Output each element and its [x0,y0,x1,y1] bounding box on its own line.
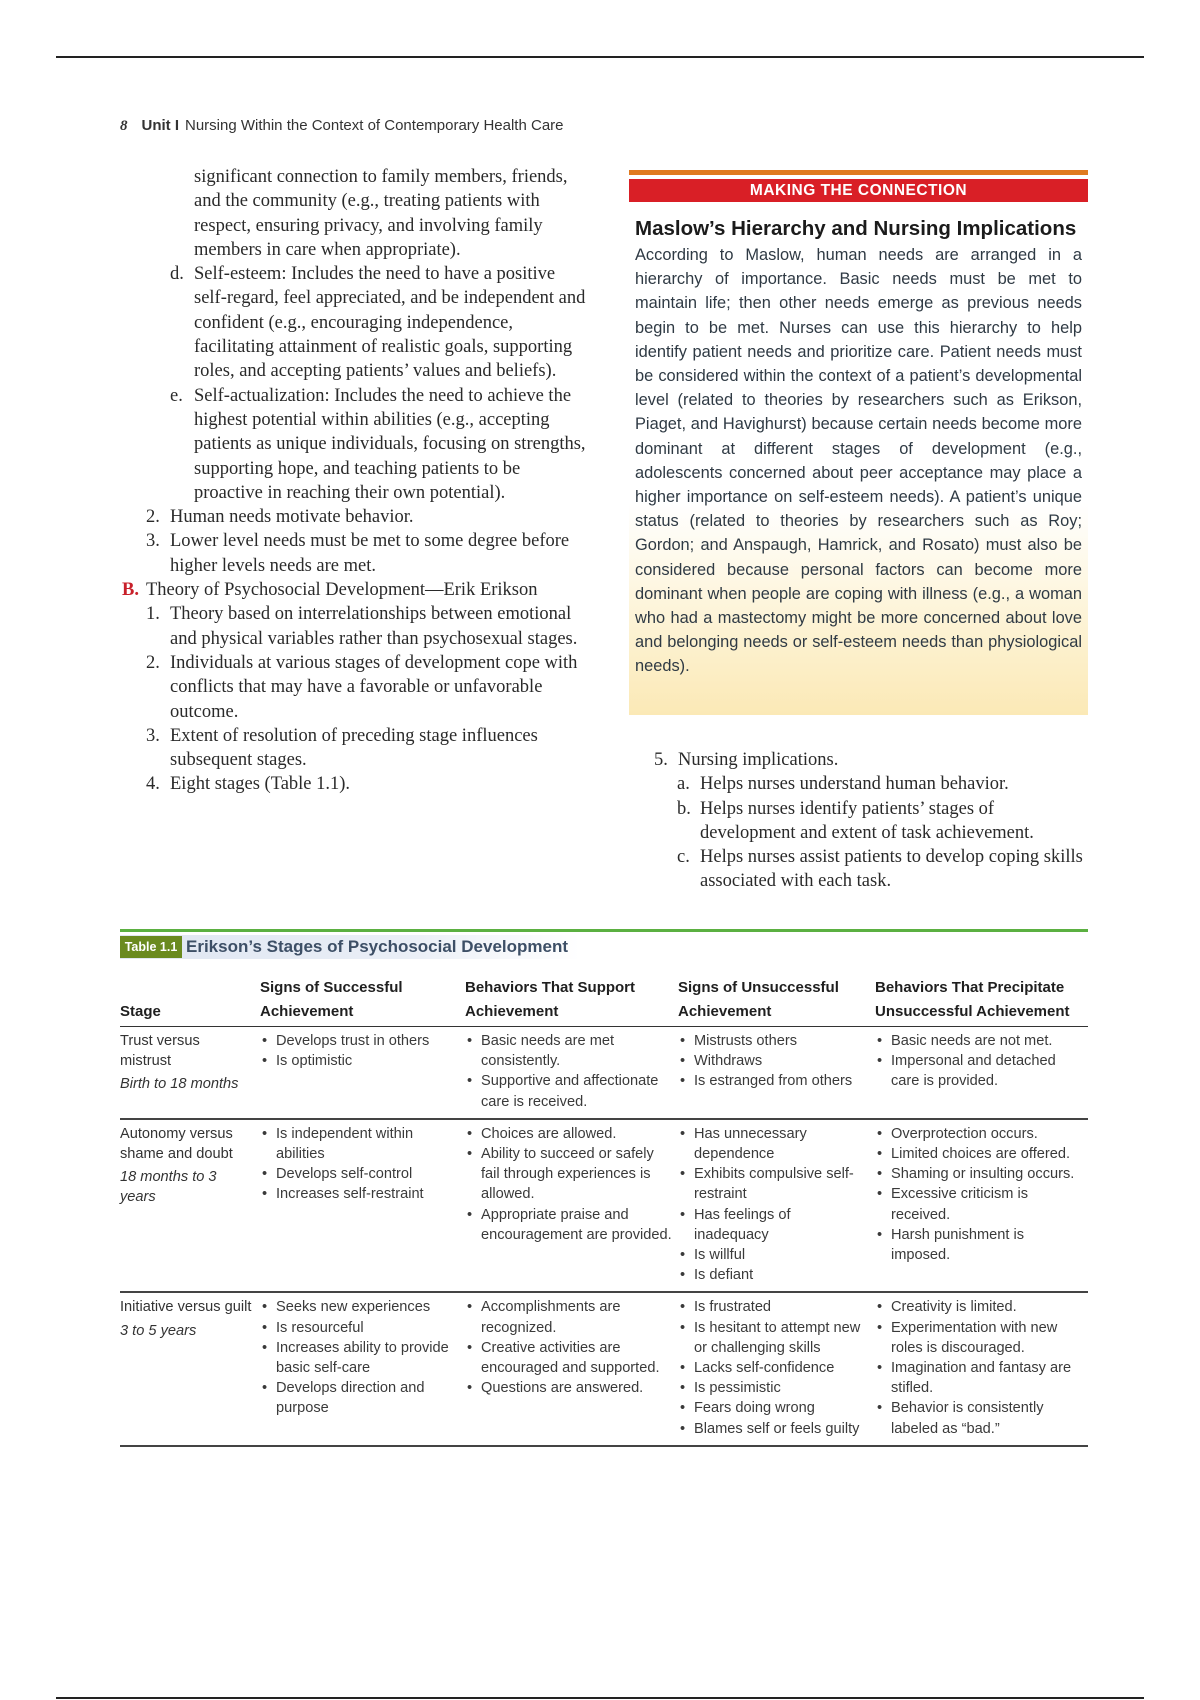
stage-cell [120,1027,260,1119]
col-header-support: Behaviors That Support Achievement [465,972,678,1027]
bullet-item: • Withdraws [678,1051,869,1071]
col-header-precipitate: Behaviors That Precipitate Unsuccessful Achievement [875,972,1088,1027]
bullet-item: • Imagination and fantasy are stifled. [875,1358,1082,1398]
bullet-item: • Is estranged from others [678,1071,869,1091]
bullet-item: • Is optimistic [260,1051,459,1071]
bullet-item: • Develops direction and purpose [260,1378,459,1418]
cell-c4 [875,1119,1088,1293]
item-text: Individuals at various stages of development cope with conflicts that may have a favorable or unfavorable outcome. [170,652,578,722]
cell-c2 [465,1027,678,1119]
item-text: Human needs motivate behavior. [170,507,414,528]
col-header-stage: Stage [120,972,260,1027]
bullet-item: • Questions are answered. [465,1378,672,1398]
item-a2 [120,505,586,529]
item-marker: c. [677,847,690,868]
item-text: Eight stages (Table 1.1). [170,774,351,795]
table-row [120,1292,1088,1445]
cell-c4 [875,1027,1088,1119]
bullet-item: • Creative activities are encouraged and supported. [465,1338,672,1378]
bullet-item: • Is independent within abilities [260,1124,459,1164]
bullet-item: • Behavior is consistently labeled as “bad.” [875,1398,1082,1438]
bullet-item: • Ability to succeed or safely fail through experiences is allowed. [465,1144,672,1205]
item-b1 [120,602,586,651]
bullet-list [260,1297,459,1418]
item-marker: 1. [146,604,160,625]
col-header-successful: Signs of Successful Achievement [260,972,465,1027]
item-text: Lower level needs must be met to some degree before higher levels needs are met. [170,531,570,576]
bullet-list [875,1297,1082,1438]
cell-c3 [678,1292,875,1445]
stage-cell [120,1119,260,1293]
item-marker: e. [170,385,183,406]
item-text: Extent of resolution of preceding stage influences subsequent stages. [170,725,538,771]
bullet-item: • Mistrusts others [678,1031,869,1051]
item-text: Theory based on interrelationships between emotional and physical variables rather than psychosexual stages. [170,604,578,649]
bullet-item: • Lacks self-confidence [678,1358,869,1378]
item-5b [654,797,1094,846]
bullet-list [678,1031,869,1092]
bullet-item: • Blames self or feels guilty [678,1419,869,1439]
stage-age: Birth to 18 months [120,1076,239,1093]
bullet-item: • Is willful [678,1245,869,1265]
bullet-list [678,1124,869,1286]
page-number: 8 [120,118,128,134]
item-text: Helps nurses assist patients to develop coping skills associated with each task. [700,847,1083,892]
bullet-item: • Is frustrated [678,1297,869,1317]
bullet-item: • Has feelings of inadequacy [678,1205,869,1245]
bullet-item: • Excessive criticism is received. [875,1184,1082,1224]
table-tag: Table 1.1 [120,936,182,958]
bullet-item: • Overprotection occurs. [875,1124,1082,1144]
bullet-item: • Seeks new experiences [260,1297,459,1317]
box-banner: MAKING THE CONNECTION [629,179,1088,202]
item-5-nursing-implications [654,748,1094,772]
running-head [120,117,564,135]
stage-age: 3 to 5 years [120,1322,197,1339]
bullet-item: • Is pessimistic [678,1378,869,1398]
item-text: Nursing implications. [678,750,839,770]
bullet-list [875,1031,1082,1092]
bullet-item: • Develops self-control [260,1164,459,1184]
erikson-table [120,972,1088,1447]
table-row [120,1119,1088,1293]
table-title: Erikson’s Stages of Psychosocial Development [186,937,569,956]
cell-c4 [875,1292,1088,1445]
bullet-list [875,1124,1082,1265]
cell-c1 [260,1027,465,1119]
cell-c1 [260,1119,465,1293]
stage-name: Initiative versus guilt [120,1299,252,1316]
item-a3 [120,529,586,578]
cell-c1 [260,1292,465,1445]
stage-name: Trust versus mistrust [120,1033,200,1070]
item-marker: 3. [146,531,160,552]
item-text: Helps nurses identify patients’ stages of development and extent of task achievement. [700,798,1034,843]
bullet-item: • Is defiant [678,1265,869,1285]
item-b3 [120,724,586,773]
col-header-unsuccessful: Signs of Unsuccessful Achievement [678,972,875,1027]
item-c-continuation: significant connection to family members, friends, and the community (e.g., treating patients with respect, ensuring privacy, and involving family members in care when appropriate). [194,167,568,260]
item-marker: 2. [146,652,160,673]
item-5a [654,772,1094,796]
bullet-item: • Creativity is limited. [875,1297,1082,1317]
table-row [120,1027,1088,1119]
left-column [120,165,586,797]
bullet-item: • Harsh punishment is imposed. [875,1225,1082,1265]
bullet-item: • Fears doing wrong [678,1398,869,1418]
bullet-item: • Increases self-restraint [260,1184,459,1204]
stage-age: 18 months to 3 years [120,1169,217,1206]
item-text: Self-esteem: Includes the need to have a positive self-regard, feel appreciated, and be independent and confident (e.g., encouraging independence, facilitating attainment of realistic goals, supporting roles, and accepting patients’ values and beliefs). [194,264,586,382]
box-top-band [629,170,1088,175]
cell-c2 [465,1119,678,1293]
item-d-self-esteem [120,262,586,383]
section-title: Theory of Psychosocial Development—Erik Erikson [146,580,538,601]
bullet-item: • Shaming or insulting occurs. [875,1164,1082,1184]
cell-c3 [678,1027,875,1119]
bullet-item: • Increases ability to provide basic self-care [260,1338,459,1378]
bullet-item: • Basic needs are met consistently. [465,1031,672,1071]
box-title: Maslow’s Hierarchy and Nursing Implications [635,217,1077,240]
item-e-self-actualization [120,384,586,505]
bullet-item: • Develops trust in others [260,1031,459,1051]
bullet-item: • Appropriate praise and encouragement are provided. [465,1205,672,1245]
bullet-item: • Choices are allowed. [465,1124,672,1144]
item-marker: b. [677,798,691,819]
box-text: According to Maslow, human needs are arranged in a hierarchy of importance. Basic needs must be met to maintain life; then other needs emerge as previous needs begin to be met. Nurses can use this hierarchy to help identify patient needs and prioritize care. Patient needs must be considered within the context of a patient’s developmental level (related to theories by researchers such as Erikson, Piaget, and Havighurst) because certain needs become more dominant at different stages of development (e.g., adolescents concerned about peer acceptance may place a higher importance on self-esteem needs). A patient’s unique status (related to theories by researchers such as Roy; Gordon; and Anspaugh, Hamrick, and Rosato) must also be considered because personal factors can become more dominant when people are coping with illness (e.g., a woman who had a mastectomy might be more concerned about love and belonging needs or self-esteem needs than physiological needs). [635,246,1082,676]
bullet-list [465,1297,672,1398]
item-b2 [120,651,586,724]
bullet-item: • Limited choices are offered. [875,1144,1082,1164]
section-b-heading [120,578,586,602]
bottom-rule [56,1697,1144,1699]
item-b4 [120,772,586,796]
bullet-item: • Is resourceful [260,1318,459,1338]
item-marker: 3. [146,725,160,746]
bullet-item: • Has unnecessary dependence [678,1124,869,1164]
stage-name: Autonomy versus shame and doubt [120,1125,233,1163]
cell-c2 [465,1292,678,1445]
box-body [629,210,1088,715]
making-the-connection-box [629,170,1088,715]
stage-cell [120,1292,260,1445]
right-column [654,748,1094,894]
item-marker: 5. [654,750,668,770]
bullet-item: • Exhibits compulsive self-restraint [678,1164,869,1204]
table-title-rule [120,929,1088,932]
bullet-item: • Impersonal and detached care is provided. [875,1051,1082,1091]
running-title: Nursing Within the Context of Contemporary Health Care [185,117,564,134]
item-marker: d. [170,264,184,285]
bullet-list [465,1124,672,1245]
item-text: Self-actualization: Includes the need to achieve the highest potential within abilities (e.g., accepting patients as unique individuals, focusing on strengths, supporting hope, and teaching patients to be proactive in reaching their own potential). [194,385,586,503]
bullet-list [260,1031,459,1071]
cell-c3 [678,1119,875,1293]
item-5c [654,845,1094,894]
bullet-item: • Basic needs are not met. [875,1031,1082,1051]
bullet-list [465,1031,672,1112]
bullet-item: • Is hesitant to attempt new or challenging skills [678,1318,869,1358]
bullet-item: • Accomplishments are recognized. [465,1297,672,1337]
item-marker: 4. [146,774,160,795]
item-marker: a. [677,774,690,795]
top-rule [56,56,1144,58]
table-header-row [120,972,1088,1027]
bullet-list [260,1124,459,1205]
item-text: Helps nurses understand human behavior. [700,774,1009,795]
bullet-item: • Supportive and affectionate care is received. [465,1071,672,1111]
item-marker: 2. [146,507,160,528]
bullet-list [678,1297,869,1438]
bullet-item: • Experimentation with new roles is discouraged. [875,1318,1082,1358]
unit-label: Unit I [141,117,179,134]
section-marker: B. [122,580,139,601]
